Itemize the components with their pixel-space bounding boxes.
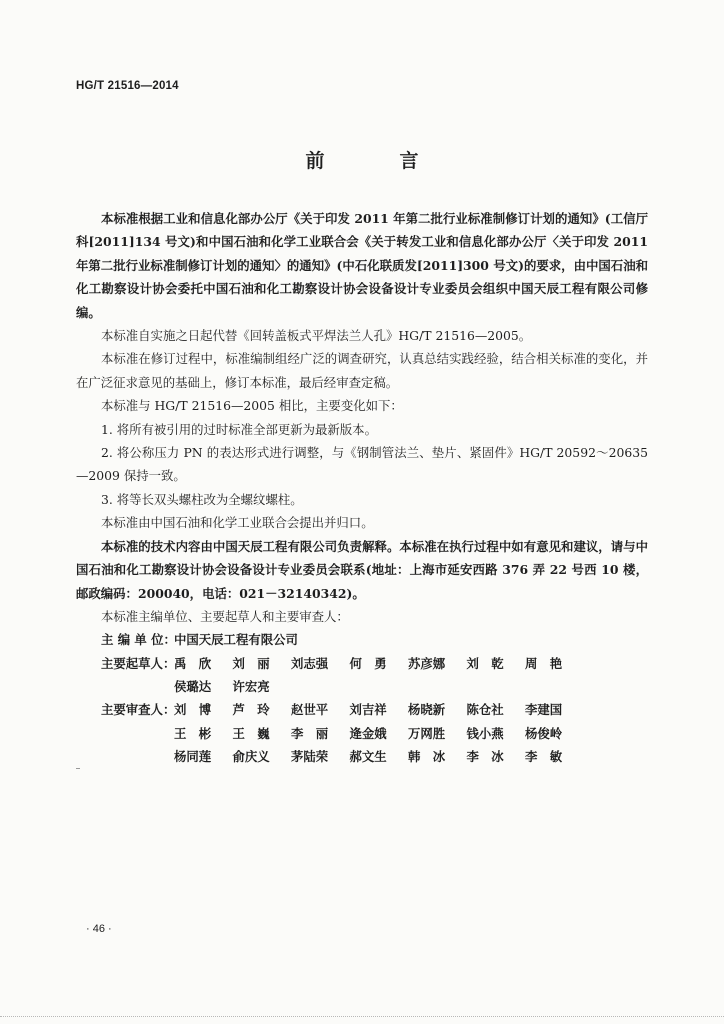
reviewer-name: 刘 博	[174, 702, 212, 718]
drafter-name: 刘志强	[291, 655, 329, 671]
paragraph: 本标准主编单位、主要起草人和主要审查人：	[101, 608, 349, 624]
margin-mark	[76, 768, 80, 769]
page-title: 前 言	[305, 150, 447, 172]
drafter-name: 周 艳	[525, 655, 563, 671]
drafters-label: 主要起草人：	[101, 655, 176, 671]
paragraph: 本标准在修订过程中，标准编制组经广泛的调查研究，认真总结实践经验，结合相关标准的变化，并在广泛征求意见的基础上，修订本标准，最后经审查定稿。	[76, 351, 648, 390]
bottom-scan-edge	[0, 1016, 724, 1017]
drafter-name: 许宏亮	[232, 679, 270, 695]
change-item: 3. 将等长双头螺柱改为全螺纹螺柱。	[101, 491, 303, 507]
reviewer-name: 杨同莲	[174, 749, 212, 765]
reviewers-label: 主要审查人：	[101, 702, 176, 718]
paragraph: 本标准自实施之日起代替《回转盖板式平焊法兰人孔》HG/T 21516—2005。	[101, 328, 532, 344]
drafter-name: 何 勇	[349, 655, 387, 671]
paragraph: 本标准与 HG/T 21516—2005 相比，主要变化如下：	[101, 398, 403, 414]
paragraph: 本标准根据工业和信息化部办公厅《关于印发 2011 年第二批行业标准制修订计划的通知》(工信厅科[2011]134 号文)和中国石油和化学工业联合会《关于转发工业和信息化部办公厅〈关于印发 2011 年第二批行业标准制修订计划的通知〉的通知》(中石化联质发[2011]300 号文)的要求，由中国石油和化工勘察设计协会委托中国石油和化工勘察设计协会设备设计专业委员会组织中国天辰工程有限公司修编。	[76, 211, 648, 320]
reviewer-name: 茅陆荣	[291, 749, 329, 765]
reviewer-name: 李 丽	[291, 725, 329, 741]
reviewer-name: 刘吉祥	[349, 702, 387, 718]
reviewer-name: 钱小燕	[466, 725, 504, 741]
reviewer-name: 李建国	[525, 702, 563, 718]
editor-unit-row	[76, 628, 648, 651]
reviewer-name: 李 冰	[466, 749, 504, 765]
reviewer-name: 赵世平	[291, 702, 329, 718]
paragraph: 本标准的技术内容由中国天辰工程有限公司负责解释。本标准在执行过程中如有意见和建议，请与中国石油和化工勘察设计协会设备设计专业委员会联系(地址：上海市延安西路 376 弄 22 号西 10 楼，邮政编码：200040，电话：021－32140342)。	[76, 538, 648, 601]
reviewer-name: 俞庆义	[232, 749, 270, 765]
reviewer-name: 王 彬	[174, 725, 212, 741]
reviewer-name: 杨俊岭	[525, 725, 563, 741]
reviewer-name: 李 敏	[525, 749, 563, 765]
change-item: 2. 将公称压力 PN 的表达形式进行调整，与《钢制管法兰、垫片、紧固件》HG/T 20592～20635—2009 保持一致。	[76, 445, 648, 484]
reviewer-name: 逄金娥	[349, 725, 387, 741]
change-item: 1. 将所有被引用的过时标准全部更新为最新版本。	[101, 421, 377, 437]
drafter-name: 刘 丽	[232, 655, 270, 671]
drafter-name: 刘 乾	[466, 655, 504, 671]
drafter-name: 苏彦娜	[408, 655, 446, 671]
reviewer-name: 王 巍	[232, 725, 270, 741]
standard-code: HG/T 21516—2014	[76, 80, 179, 92]
reviewer-name: 芦 玲	[232, 702, 270, 718]
editor-unit-value: 中国天辰工程有限公司	[174, 632, 298, 648]
reviewer-name: 郝文生	[349, 749, 387, 765]
paragraph: 本标准由中国石油和化学工业联合会提出并归口。	[101, 515, 374, 531]
drafter-name: 侯璐达	[174, 679, 212, 695]
reviewers-row	[76, 698, 648, 721]
reviewers-row-2	[76, 722, 648, 745]
drafters-row	[76, 652, 648, 675]
reviewer-name: 杨晓新	[408, 702, 446, 718]
drafter-name: 禹 欣	[174, 655, 212, 671]
reviewer-name: 陈仓社	[466, 702, 504, 718]
drafters-row-2	[76, 675, 648, 698]
reviewers-row-3	[76, 745, 648, 768]
reviewer-name: 万网胜	[408, 725, 446, 741]
page-number: · 46 ·	[86, 923, 112, 935]
editor-unit-label: 主 编 单 位：	[101, 632, 176, 648]
preface-body	[76, 207, 648, 769]
reviewer-name: 韩 冰	[408, 749, 446, 765]
